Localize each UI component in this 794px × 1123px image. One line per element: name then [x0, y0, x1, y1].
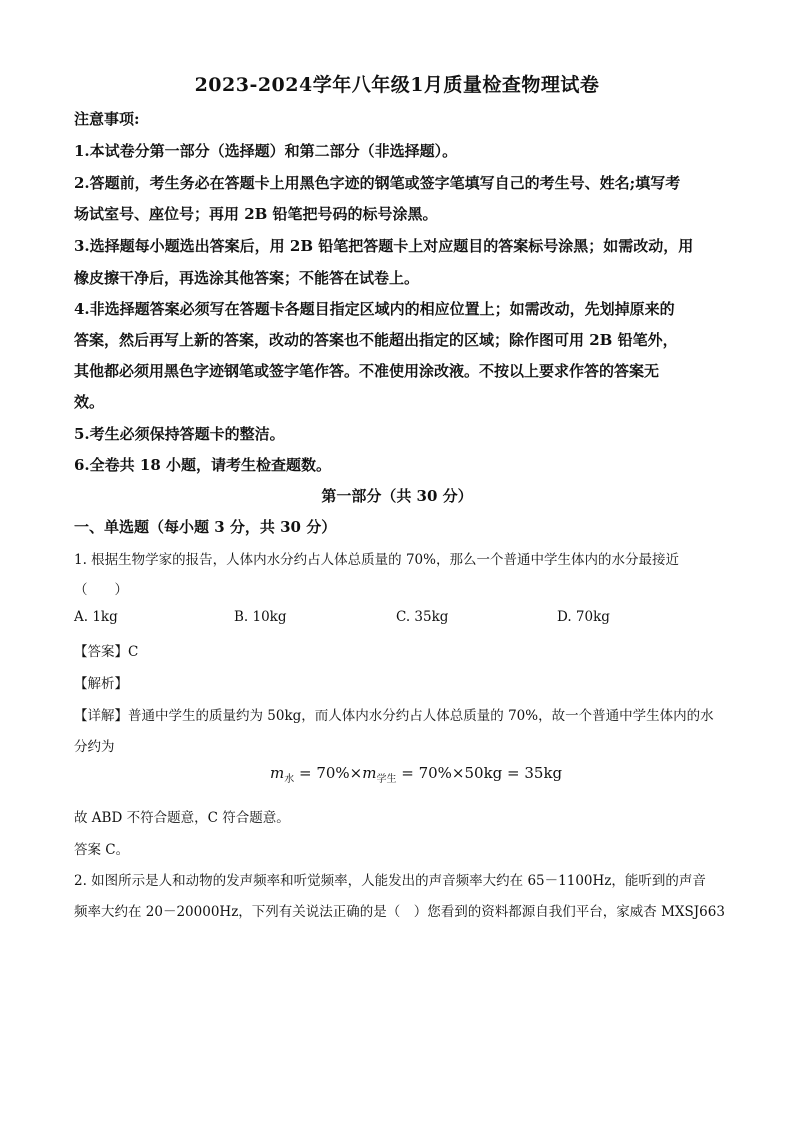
exam-title: 2023-2024学年八年级1月质量检查物理试卷: [194, 74, 600, 96]
q1-analysis-label: 【解析】: [74, 676, 128, 692]
q1-detail-cont: 分约为: [74, 739, 115, 755]
section1-heading: 一、单选题（每小题 3 分，共 30 分）: [74, 518, 337, 536]
q2-stem: 2. 如图所示是人和动物的发声频率和听觉频率，人能发出的声音频率大约在 65－1100Hz，能听到的声音: [74, 873, 706, 889]
formula-symbol: m: [362, 764, 377, 782]
notice-line: 答案，然后再写上新的答案，改动的答案也不能超出指定的区域；除作图可用 2B 铅笔外，: [74, 331, 678, 349]
notice-line: 5.考生必须保持答题卡的整洁。: [74, 425, 285, 443]
q1-final-answer: 答案 C。: [74, 842, 130, 858]
formula-part: = 70%×50kg = 35kg: [396, 764, 563, 782]
notice-line: 效。: [74, 393, 105, 411]
q1-formula: [270, 764, 562, 785]
notice-line: 1.本试卷分第一部分（选择题）和第二部分（非选择题）。: [74, 142, 458, 160]
q1-answer: 【答案】C: [74, 644, 139, 660]
formula-symbol: m: [270, 764, 285, 782]
notice-line: 4.非选择题答案必须写在答题卡各题目指定区域内的相应位置上；如需改动，先划掉原来的: [74, 300, 675, 318]
notice-heading: 注意事项:: [74, 110, 140, 128]
q1-option-d: D. 70kg: [557, 609, 610, 625]
q1-detail: 【详解】普通中学生的质量约为 50kg，而人体内水分约占人体总质量的 70%，故一个普通中学生体内的水: [74, 708, 714, 724]
formula-subscript: 水: [284, 774, 295, 785]
notice-line: 3.选择题每小题选出答案后，用 2B 铅笔把答题卡上对应题目的答案标号涂黑；如需改动，用: [74, 237, 694, 255]
formula-part: = 70%×: [294, 764, 363, 782]
formula-subscript: 学生: [376, 774, 397, 785]
q1-option-c: C. 35kg: [396, 609, 449, 625]
notice-line: 场试室号、座位号；再用 2B 铅笔把号码的标号涂黑。: [74, 205, 438, 223]
part1-heading: 第一部分（共 30 分）: [321, 487, 473, 505]
q1-stem-blank: （ ）: [74, 582, 128, 598]
q1-stem: 1. 根据生物学家的报告，人体内水分约占人体总质量的 70%，那么一个普通中学生体内的水分最接近: [74, 552, 679, 568]
q2-stem-cont: 频率大约在 20－20000Hz，下列有关说法正确的是（ ）您看到的资料都源自我们平台，家威杏 MXSJ663: [74, 904, 725, 920]
q1-option-b: B. 10kg: [234, 609, 287, 625]
notice-line: 其他都必须用黑色字迹钢笔或签字笔作答。不准使用涂改液。不按以上要求作答的答案无: [74, 362, 660, 380]
notice-line: 橡皮擦干净后，再选涂其他答案；不能答在试卷上。: [74, 269, 420, 287]
notice-line: 6.全卷共 18 小题，请考生检查题数。: [74, 456, 331, 474]
q1-conclusion: 故 ABD 不符合题意，C 符合题意。: [74, 810, 290, 826]
q1-option-a: A. 1kg: [74, 609, 118, 625]
notice-line: 2.答题前，考生务必在答题卡上用黑色字迹的钢笔或签字笔填写自己的考生号、姓名;填写考: [74, 174, 681, 192]
